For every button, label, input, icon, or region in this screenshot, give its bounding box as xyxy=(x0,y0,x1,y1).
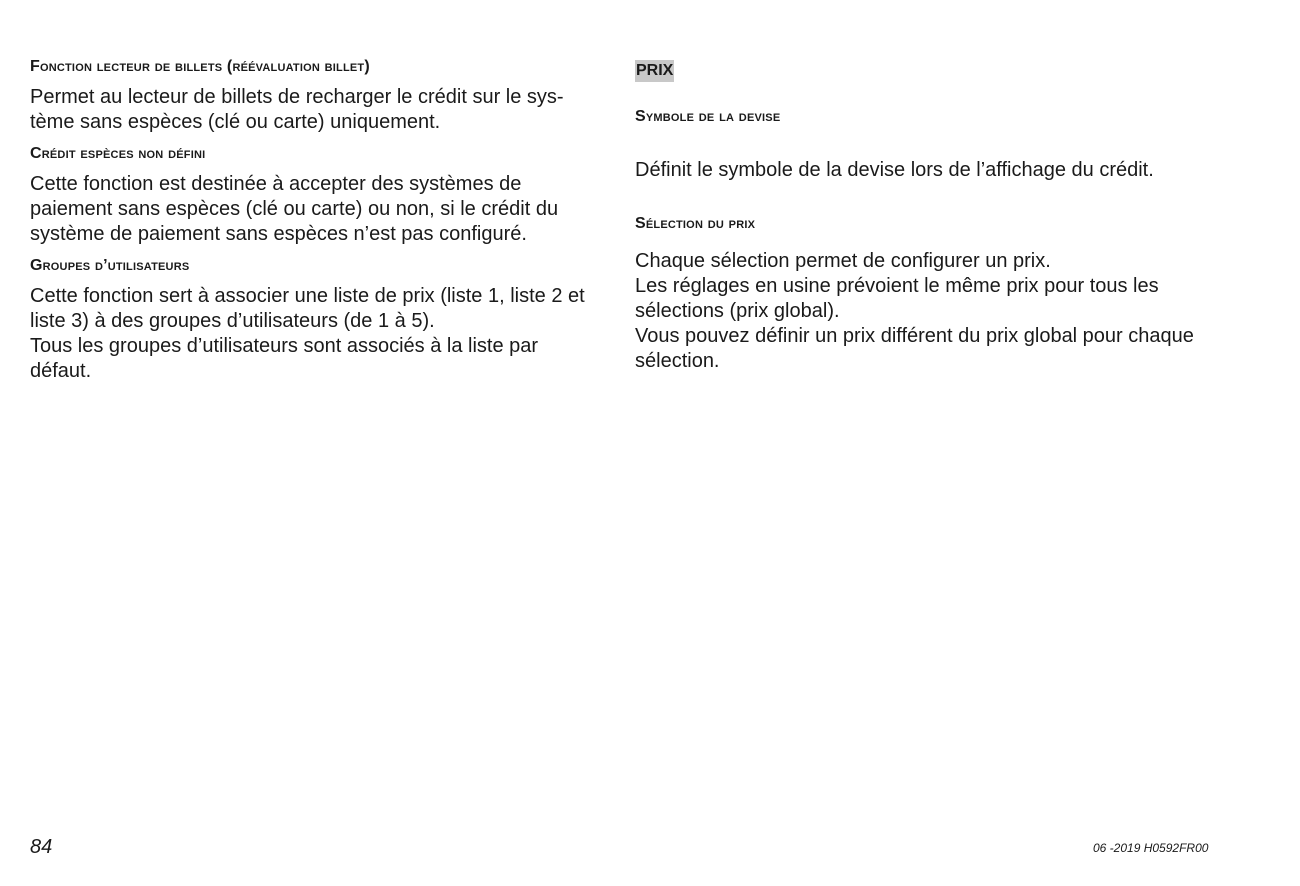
text-line: Permet au lecteur de billets de recharger le crédit sur le sys- xyxy=(30,86,564,108)
text-line: système de paiement sans espèces n’est pas configuré. xyxy=(30,223,527,245)
section-label-prix: PRIX xyxy=(635,60,674,82)
text-line: sélection. xyxy=(635,350,720,372)
paragraph-credit-especes xyxy=(30,172,558,247)
paragraph-lecteur-billets xyxy=(30,85,564,135)
document-code: 06 -2019 H0592FR00 xyxy=(1093,841,1209,855)
text-line: Chaque sélection permet de configurer un prix. xyxy=(635,250,1051,272)
heading-selection-prix: Sélection du prix xyxy=(635,215,756,232)
heading-groupes-utilisateurs: Groupes d’utilisateurs xyxy=(30,257,190,274)
text-line: Définit le symbole de la devise lors de l’affichage du crédit. xyxy=(635,159,1154,181)
text-line: Cette fonction est destinée à accepter des systèmes de xyxy=(30,173,522,195)
text-line: liste 3) à des groupes d’utilisateurs (de 1 à 5). xyxy=(30,310,435,332)
heading-symbole-devise: Symbole de la devise xyxy=(635,108,781,125)
paragraph-groupes-utilisateurs xyxy=(30,284,585,384)
text-line: paiement sans espèces (clé ou carte) ou non, si le crédit du xyxy=(30,198,559,220)
paragraph-symbole-devise xyxy=(635,158,1154,183)
text-line: Les réglages en usine prévoient le même prix pour tous les xyxy=(635,275,1159,297)
page-number: 84 xyxy=(30,836,53,858)
text-line: défaut. xyxy=(30,360,92,382)
paragraph-selection-prix xyxy=(635,249,1194,374)
text-line: Tous les groupes d’utilisateurs sont associés à la liste par xyxy=(30,335,539,357)
text-line: tème sans espèces (clé ou carte) uniquement. xyxy=(30,111,441,133)
text-line: Cette fonction sert à associer une liste de prix (liste 1, liste 2 et xyxy=(30,285,585,307)
heading-credit-especes: Crédit espèces non défini xyxy=(30,145,206,162)
heading-fonction-lecteur-billets: Fonction lecteur de billets (réévaluation billet) xyxy=(30,58,370,75)
text-line: sélections (prix global). xyxy=(635,300,840,322)
text-line: Vous pouvez définir un prix différent du prix global pour chaque xyxy=(635,325,1194,347)
